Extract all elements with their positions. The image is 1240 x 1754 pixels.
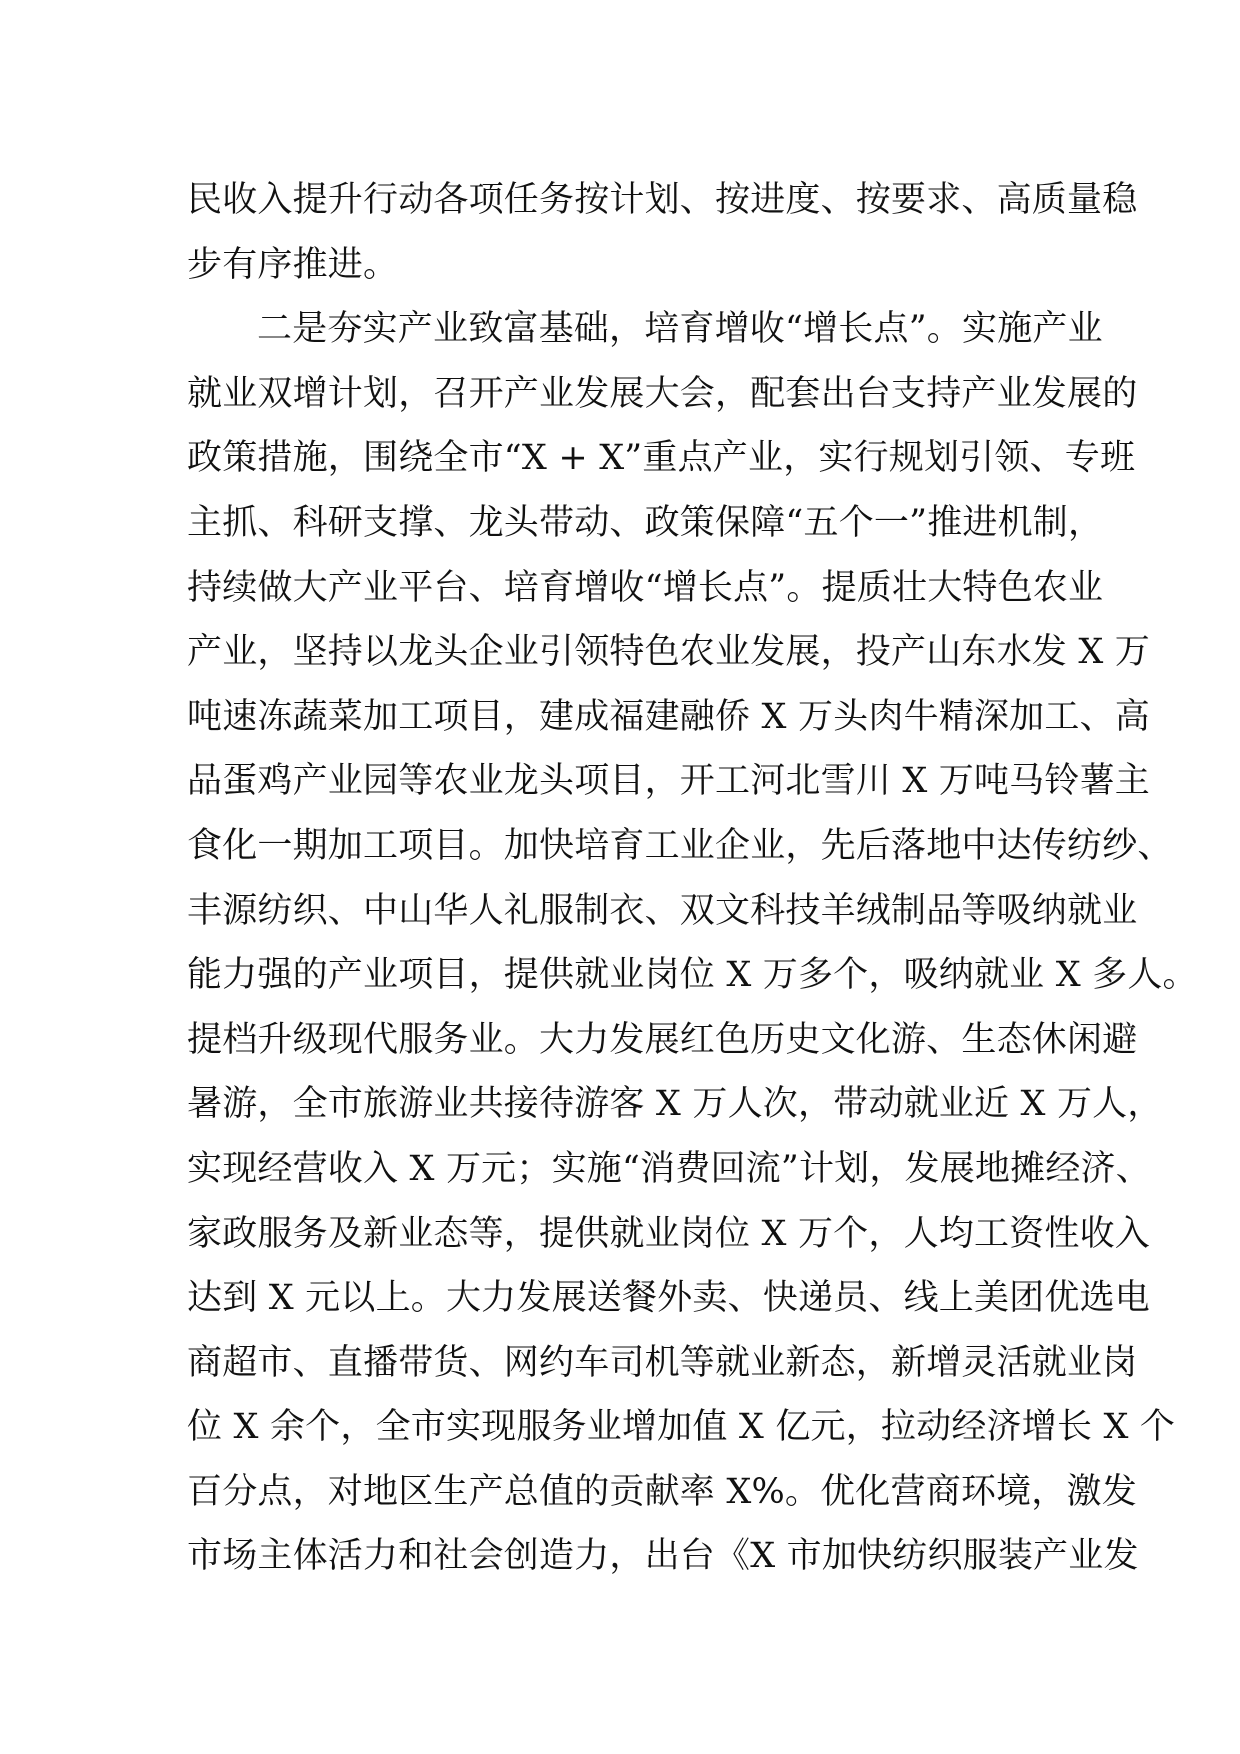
text-line: 就业双增计划，召开产业发展大会，配套出台支持产业发展的 <box>187 373 1138 414</box>
text-line: 二是夯实产业致富基础，培育增收“增长点”。实施产业 <box>257 309 1103 350</box>
text-line: 民收入提升行动各项任务按计划、按进度、按要求、高质量稳 <box>187 180 1138 220</box>
text-line: 丰源纺织、中山华人礼服制衣、双文科技羊绒制品等吸纳就业 <box>187 890 1138 931</box>
paragraph-continuation <box>187 168 1138 297</box>
text-line: 市场主体活力和社会创造力，出台《X 市加快纺织服装产业发 <box>187 1536 1139 1577</box>
text-line: 产业，坚持以龙头企业引领特色农业发展，投产山东水发 X 万 <box>187 632 1150 673</box>
text-line: 暑游，全市旅游业共接待游客 X 万人次，带动就业近 X 万人， <box>187 1084 1163 1125</box>
paragraph-industry-foundation <box>187 297 1198 1589</box>
text-line: 品蛋鸡产业园等农业龙头项目，开工河北雪川 X 万吨马铃薯主 <box>187 761 1150 802</box>
text-line: 达到 X 元以上。大力发展送餐外卖、快递员、线上美团优选电 <box>187 1278 1150 1319</box>
document-body <box>187 168 1198 1589</box>
text-line: 能力强的产业项目，提供就业岗位 X 万多个，吸纳就业 X 多人。 <box>187 955 1198 996</box>
text-line: 实现经营收入 X 万元；实施“消费回流”计划，发展地摊经济、 <box>187 1148 1151 1189</box>
text-line: 吨速冻蔬菜加工项目，建成福建融侨 X 万头肉牛精深加工、高 <box>187 696 1150 737</box>
text-line: 持续做大产业平台、培育增收“增长点”。提质壮大特色农业 <box>187 567 1104 608</box>
text-line: 商超市、直播带货、网约车司机等就业新态，新增灵活就业岗 <box>187 1342 1138 1383</box>
text-line: 步有序推进。 <box>187 244 399 285</box>
text-line: 百分点，对地区生产总值的贡献率 X%。优化营商环境，激发 <box>187 1471 1137 1512</box>
text-line: 政策措施，围绕全市“X + X”重点产业，实行规划引领、专班 <box>187 438 1136 479</box>
text-line: 食化一期加工项目。加快培育工业企业，先后落地中达传纺纱、 <box>187 825 1173 866</box>
text-line: 提档升级现代服务业。大力发展红色历史文化游、生态休闲避 <box>187 1019 1138 1060</box>
text-line: 位 X 余个，全市实现服务业增加值 X 亿元，拉动经济增长 X 个 <box>187 1407 1176 1448</box>
text-line: 主抓、科研支撑、龙头带动、政策保障“五个一”推进机制， <box>187 502 1104 543</box>
text-line: 家政服务及新业态等，提供就业岗位 X 万个，人均工资性收入 <box>187 1213 1150 1254</box>
